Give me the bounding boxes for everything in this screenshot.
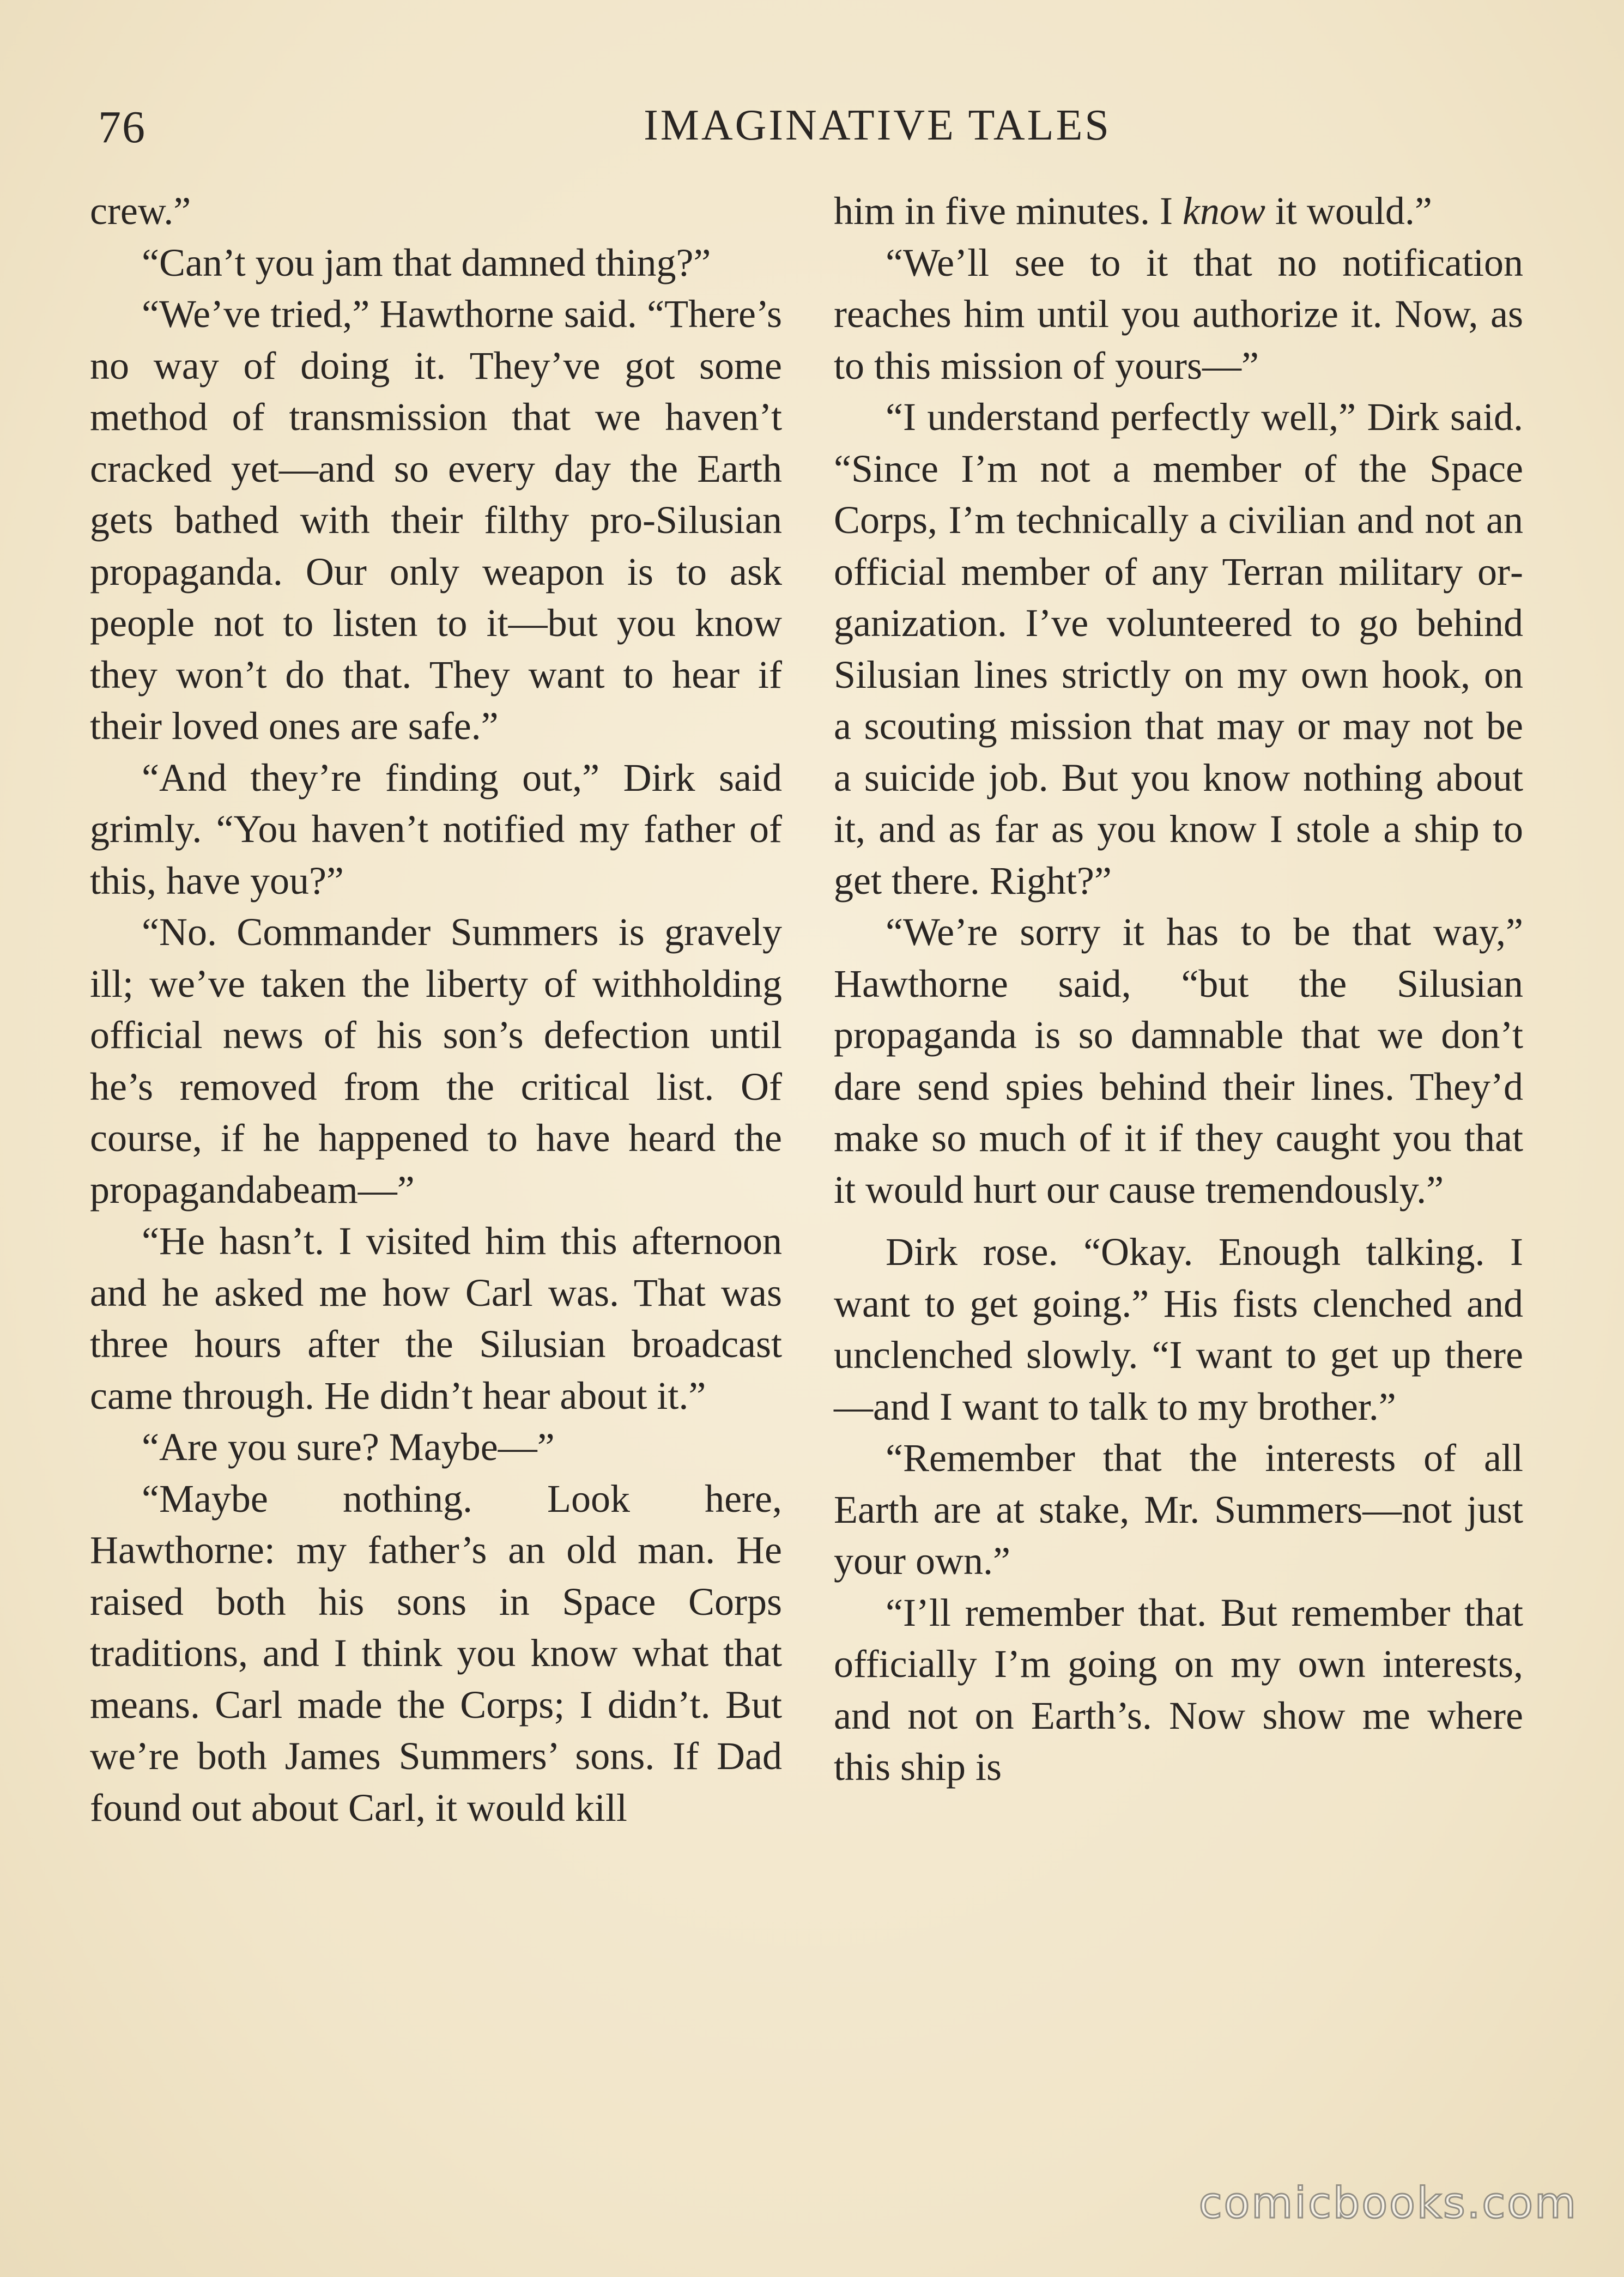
running-head xyxy=(98,101,1537,161)
paragraph: “No. Commander Summers is gravely ill; we’ve taken the liberty of withholding official news of his son’s defection until he’s removed from the critical list. Of course, if he happened to have heard the propagandabeam—” xyxy=(90,910,782,1212)
right-text-column xyxy=(834,185,1523,1793)
paragraph: “We’re sorry it has to be that way,” Hawthorne said, “but the Silusian propaganda is so damnable that we don’t dare send spies behind their lines. They’d make so much of it if they caught you that it would hurt our cause tremendously.” xyxy=(834,910,1523,1212)
paragraph-text: him in five minutes. I xyxy=(834,189,1183,233)
paragraph: “Remember that the interests of all Earth are at stake, Mr. Summers—not just your own.” xyxy=(834,1436,1523,1583)
watermark: comicbooks.com xyxy=(1198,2179,1578,2228)
paragraph: “Can’t you jam that damned thing?” xyxy=(142,240,711,284)
paragraph: “He hasn’t. I visited him this afternoon and he asked me how Carl was. That was three hours after the Silusian broadcast came through. He didn’t hear about it.” xyxy=(90,1219,782,1418)
paragraph: “Are you sure? Maybe—” xyxy=(142,1425,555,1469)
paragraph: “We’ve tried,” Hawthorne said. “There’s no way of doing it. They’ve got some method of transmission that we haven’t cracked yet—and so every day the Earth gets bathed with their filthy pro-Silusian propaganda. Our only weapon is to ask people not to listen to it—but you know they won’t do that. They want to hear if their loved ones are safe.” xyxy=(90,292,782,748)
paragraph: “I’ll remember that. But remember that officially I’m going on my own interests, and not on Earth’s. Now show me where this ship is xyxy=(834,1590,1523,1789)
left-text-column xyxy=(90,185,782,1833)
paragraph: “I understand perfectly well,” Dirk said. “Since I’m not a member of the Space Corps, I’m technically a civilian and not an official member of any Terran military organization. I’ve volunteered to go behind Silusian lines strictly on my own hook, on a scouting mission that may or may not be a suicide job. But you know nothing about it, and as far as you know I stole a ship to get there. Right?” xyxy=(834,395,1523,903)
paragraph: crew.” xyxy=(90,189,191,233)
paragraph-text: it would.” xyxy=(1265,189,1432,233)
paragraph xyxy=(834,185,1523,237)
page-number: 76 xyxy=(98,102,146,153)
emphasized-word: know xyxy=(1182,189,1265,233)
paragraph: “Maybe nothing. Look here, Hawthorne: my father’s an old man. He raised both his sons in Space Corps traditions, and I think you know what that means. Carl made the Corps; I didn’t. But we’re both James Summers’ sons. If Dad found out about Carl, it would kill xyxy=(90,1476,782,1830)
paragraph: “And they’re finding out,” Dirk said grimly. “You haven’t notified my father of this, have you?” xyxy=(90,755,782,903)
paragraph: Dirk rose. “Okay. Enough talking. I want to get going.” His fists clenched and unclenched slowly. “I want to get up there—and I want to talk to my brother.” xyxy=(834,1230,1523,1428)
journal-title: IMAGINATIVE TALES xyxy=(644,101,1111,149)
paragraph: “We’ll see to it that no notification reaches him until you authorize it. Now, as to this mission of yours—” xyxy=(834,240,1523,387)
